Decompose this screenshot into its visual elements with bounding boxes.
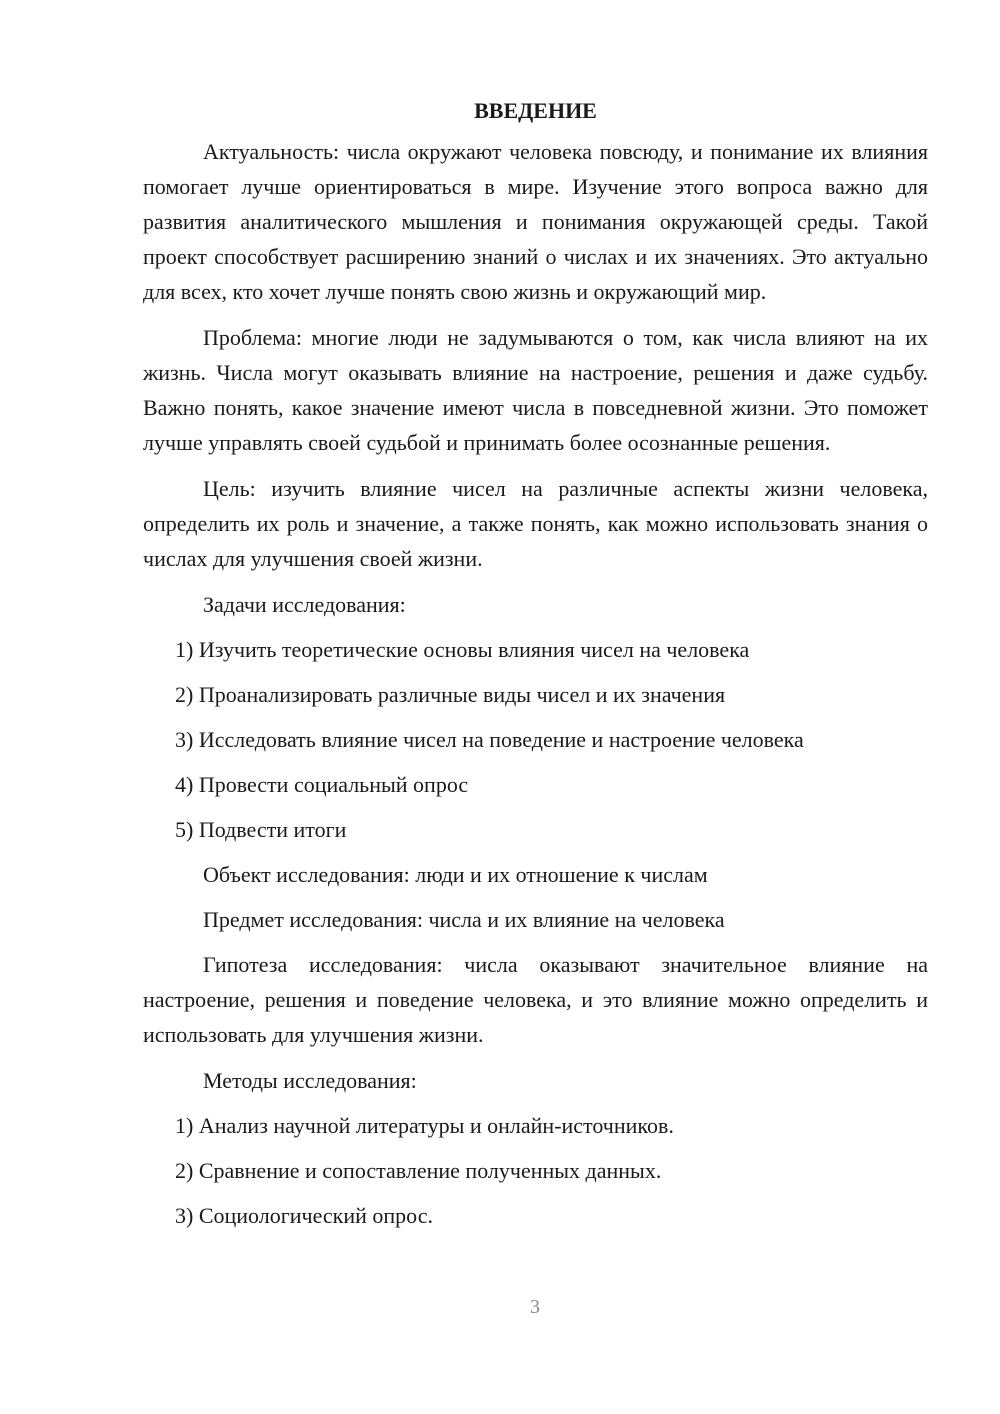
task-item: 3) Исследовать влияние чисел на поведение и настроение человека [175,727,804,752]
method-item: 2) Сравнение и сопоставление полученных данных. [175,1158,662,1183]
page-title: ВВЕДЕНИЕ [474,98,597,123]
task-item: 1) Изучить теоретические основы влияния чисел на человека [175,637,750,662]
methods-title: Методы исследования: [203,1068,417,1093]
tasks-title: Задачи исследования: [203,592,406,617]
paragraph-problem: Проблема: многие люди не задумываются о том, как числа влияют на их жизнь. Числа могут оказывать влияние на настроение, решения и даже судьбу. Важно понять, какое значение имеют числа в повседневной жизни. Это поможет лучше управлять своей судьбой и принимать более осознанные решения. [143,325,928,455]
page-number: 3 [530,1296,540,1318]
task-item: 4) Провести социальный опрос [175,772,469,797]
task-item: 5) Подвести итоги [175,817,347,842]
method-item: 3) Социологический опрос. [175,1203,433,1228]
task-item: 2) Проанализировать различные виды чисел и их значения [175,682,726,707]
research-subject: Предмет исследования: числа и их влияние на человека [203,907,725,932]
paragraph-relevance: Актуальность: числа окружают человека повсюду, и понимание их влияния помогает лучше ориентироваться в мире. Изучение этого вопроса важно для развития аналитического мышления и понимания окружающей среды. Такой проект способствует расширению знаний о числах и их значениях. Это актуально для всех, кто хочет лучше понять свою жизнь и окружающий мир. [143,139,928,304]
paragraph-goal: Цель: изучить влияние чисел на различные аспекты жизни человека, определить их роль и значение, а также понять, как можно использовать знания о числах для улучшения своей жизни. [143,476,928,571]
document-page [143,96,928,1243]
method-item: 1) Анализ научной литературы и онлайн-источников. [175,1113,674,1138]
research-object: Объект исследования: люди и их отношение к числам [203,862,708,887]
paragraph-hypothesis: Гипотеза исследования: числа оказывают значительное влияние на настроение, решения и поведение человека, и это влияние можно определить и использовать для улучшения жизни. [143,952,928,1047]
